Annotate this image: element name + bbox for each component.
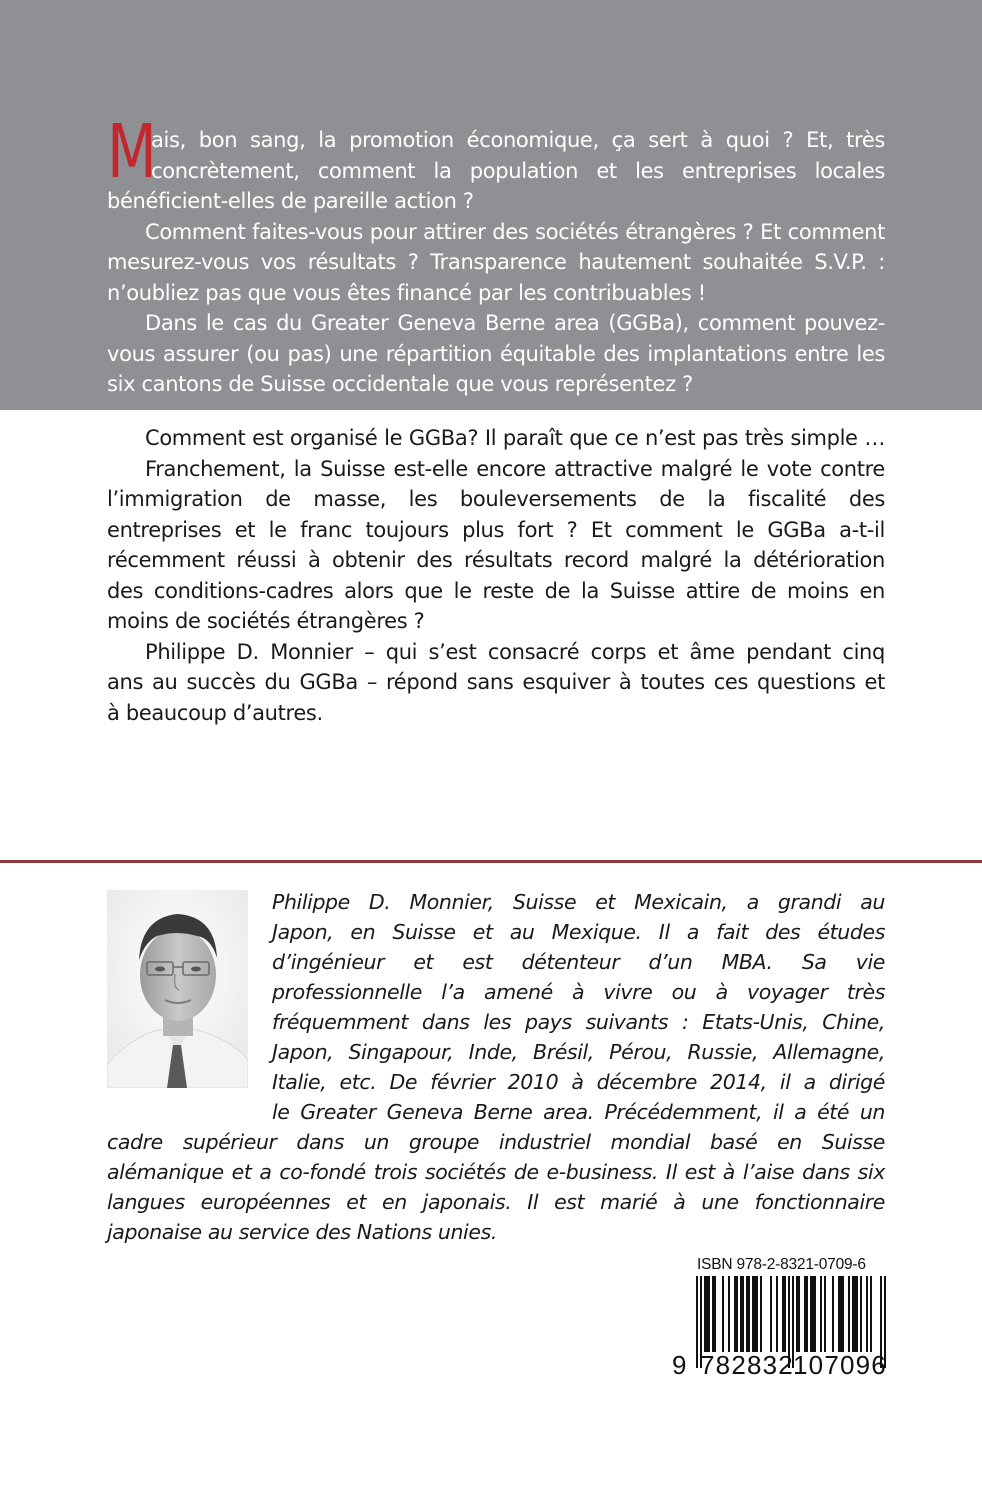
text-line: fréquemment dans les pays suivants : Etats-Unis, Chine,: [272, 1010, 885, 1034]
barcode-bar: [752, 1276, 754, 1352]
barcode-bar: [770, 1276, 772, 1352]
barcode-bar: [860, 1276, 862, 1352]
text-line: récemment réussi à obtenir des résultats record malgré la détérioration: [107, 548, 885, 572]
barcode-digits-left: 782832: [700, 1350, 794, 1380]
text-line: moins de sociétés étrangères ?: [107, 609, 425, 633]
drop-cap-letter: M: [107, 109, 156, 195]
author-bio-full-width: [107, 1127, 885, 1247]
author-bio-beside-photo: [272, 887, 885, 1127]
barcode-bar: [742, 1276, 744, 1352]
text-line: bénéficient-elles de pareille action ?: [107, 189, 474, 213]
barcode-bar: [782, 1276, 784, 1352]
text-line: concrètement, comment la population et les entreprises locales: [151, 158, 885, 183]
barcode-bar: [870, 1276, 872, 1352]
isbn-label: ISBN 978-2-8321-0709-6: [697, 1256, 866, 1273]
text-line: le Greater Geneva Berne area. Précédemment, il a été un: [272, 1100, 885, 1124]
barcode-bar: [740, 1276, 742, 1352]
barcode-bar: [814, 1276, 816, 1352]
barcode-bar: [722, 1276, 724, 1352]
text-line: entreprises et le franc toujours plus fort ? Et comment le GGBa a-t-il: [107, 517, 885, 542]
text-line: japonaise au service des Nations unies.: [107, 1220, 497, 1244]
barcode-bar: [704, 1276, 706, 1352]
text-line: mesurez-vous vos résultats ? Transparence hautement souhaitée S.V.P. :: [107, 250, 885, 274]
body-text-block: [107, 423, 885, 728]
text-line: professionnelle l’a amené à vivre ou à voyager très: [272, 980, 885, 1004]
text-line: langues européennes et en japonais. Il est marié à une fonctionnaire: [107, 1190, 885, 1214]
text-line: cadre supérieur dans un groupe industriel mondial basé en Suisse: [107, 1130, 885, 1154]
barcode-bar: [748, 1276, 750, 1352]
barcode-bar: [854, 1276, 856, 1352]
text-line: n’oubliez pas que vous êtes financé par les contribuables !: [107, 280, 706, 305]
author-portrait-image: [107, 890, 248, 1088]
barcode-bar: [776, 1276, 778, 1352]
text-line: ais, bon sang, la promotion économique, ça sert à quoi ? Et, très: [151, 128, 885, 152]
text-line: Comment est organisé le GGBa? Il paraît que ce n’est pas très simple …: [145, 426, 885, 450]
text-line: Dans le cas du Greater Geneva Berne area (GGBa), comment pouvez-: [145, 311, 885, 335]
barcode-bar: [842, 1276, 844, 1352]
barcode-digits-right: 107096: [793, 1350, 887, 1380]
divider-rule: [0, 860, 982, 863]
barcode-bar: [756, 1276, 758, 1352]
barcode-bar: [798, 1276, 800, 1352]
text-line: d’ingénieur et est détenteur d’un MBA. Sa vie: [272, 950, 885, 974]
barcode-bar: [734, 1276, 736, 1352]
text-line: l’immigration de masse, les bouleversements de la fiscalité des: [107, 487, 885, 511]
text-line: Japon, en Suisse et au Mexique. Il a fait des études: [272, 920, 885, 944]
text-line: des conditions-cadres alors que le reste de la Suisse attire de moins en: [107, 578, 885, 603]
barcode-bar: [806, 1276, 808, 1352]
barcode-bar: [712, 1276, 714, 1352]
barcode-bar: [714, 1276, 716, 1352]
text-line: vous assurer (ou pas) une répartition équitable des implantations entre les: [107, 341, 885, 366]
text-line: à beaucoup d’autres.: [107, 700, 323, 725]
barcode-bar: [810, 1276, 812, 1352]
text-line: six cantons de Suisse occidentale que vous représentez ?: [107, 372, 693, 396]
barcode-bar: [736, 1276, 738, 1352]
barcode-guard-bar: [696, 1276, 698, 1368]
barcode-bar: [852, 1276, 854, 1352]
barcode-bar: [848, 1276, 850, 1352]
text-line: Italie, etc. De février 2010 à décembre 2014, il a dirigé: [272, 1070, 885, 1094]
barcode-bar: [832, 1276, 834, 1352]
barcode-digit-first: 9: [672, 1350, 688, 1380]
barcode-bar: [760, 1276, 762, 1352]
barcode-bar: [746, 1276, 748, 1352]
text-line: Comment faites-vous pour attirer des sociétés étrangères ? Et comment: [145, 219, 885, 244]
barcode-bar: [838, 1276, 840, 1352]
barcode-bar: [856, 1276, 858, 1352]
text-line: ans au succès du GGBa – répond sans esquiver à toutes ces questions et: [107, 670, 885, 694]
barcode-bar: [840, 1276, 842, 1352]
barcode-bar: [754, 1276, 756, 1352]
barcode-bar: [866, 1276, 868, 1352]
barcode-bar: [824, 1276, 826, 1352]
barcode-bar: [708, 1276, 710, 1352]
barcode-bar: [804, 1276, 806, 1352]
text-line: Philippe D. Monnier, Suisse et Mexicain, a grandi au: [272, 890, 885, 914]
text-line: Philippe D. Monnier – qui s’est consacré corps et âme pendant cinq: [145, 639, 885, 664]
barcode-bar: [820, 1276, 822, 1352]
author-photo: [107, 890, 248, 1088]
barcode-bar: [812, 1276, 814, 1352]
barcode-bar: [784, 1276, 786, 1352]
barcode-bar: [728, 1276, 730, 1352]
barcode-bar: [706, 1276, 708, 1352]
text-line: alémanique et a co-fondé trois sociétés de e-business. Il est à l’aise dans six: [107, 1160, 885, 1184]
text-line: Japon, Singapour, Inde, Brésil, Pérou, Russie, Allemagne,: [272, 1040, 885, 1064]
text-line: Franchement, la Suisse est-elle encore attractive malgré le vote contre: [145, 456, 885, 481]
barcode-bar: [796, 1276, 798, 1352]
intro-text-block: [107, 125, 885, 400]
